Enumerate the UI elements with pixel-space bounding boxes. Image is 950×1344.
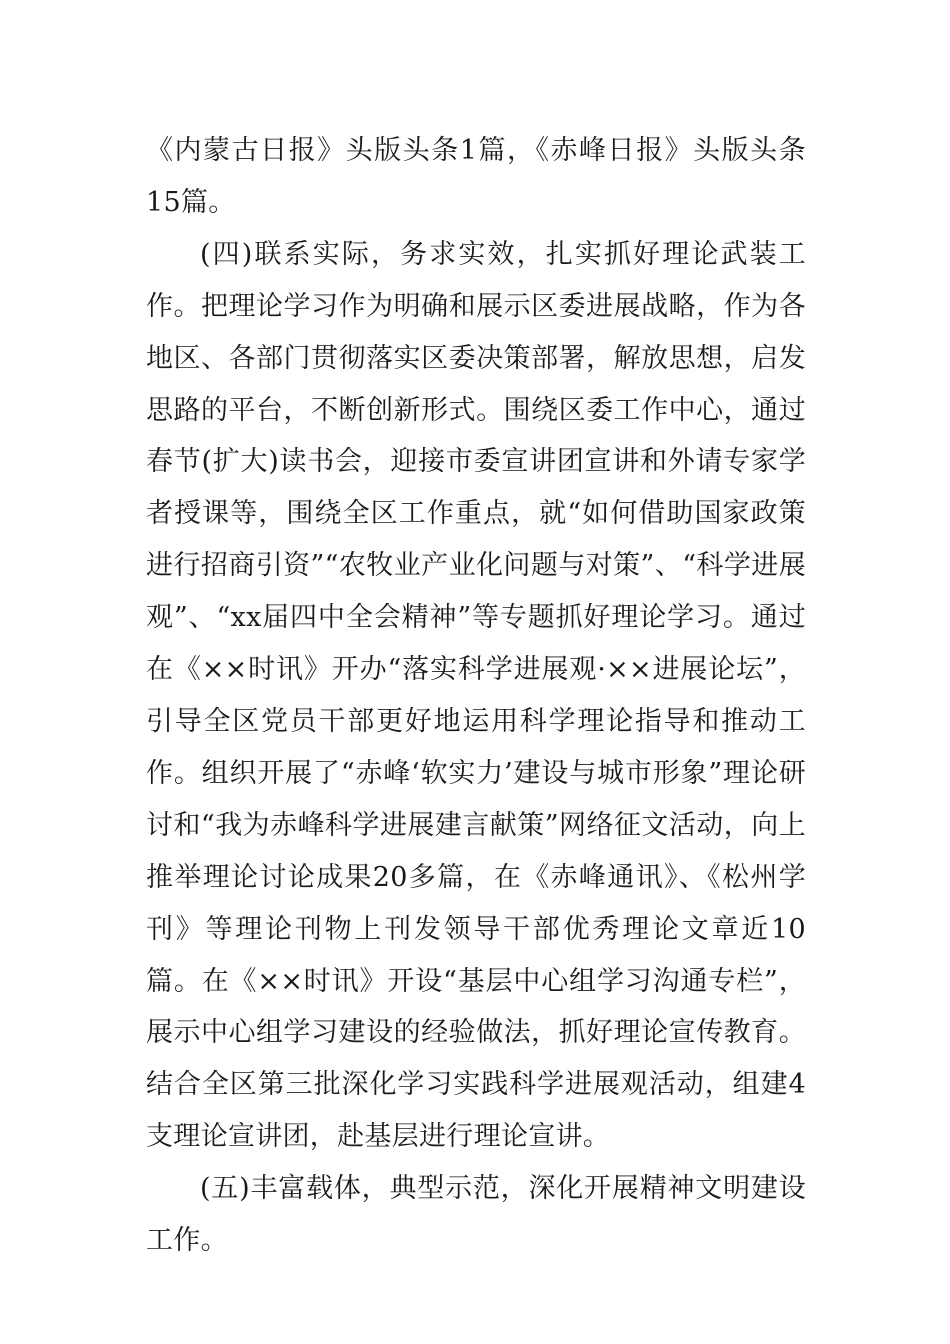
paragraph-continuation: 《内蒙古日报》头版头条1篇，《赤峰日报》头版头条15篇。 <box>146 135 806 218</box>
paragraph-section-four: (四)联系实际，务求实效，扎实抓好理论武装工作。把理论学习作为明确和展示区委进展战略，作为各地区、各部门贯彻落实区委决策部署，解放思想，启发思路的平台，不断创新形式。围绕区委工作中心，通过春节(扩大)读书会，迎接市委宣讲团宣讲和外请专家学者授课等，围绕全区工作重点，就“如何借助国家政策进行招商引资”“农牧业产业化问题与对策”、“科学进展观”、“xx届四中全会精神”等专题抓好理论学习。通过在《××时讯》开办“落实科学进展观·××进展论坛”，引导全区党员干部更好地运用科学理论指导和推动工作。组织开展了“赤峰‘软实力’建设与城市形象”理论研讨和“我为赤峰科学进展建言献策”网络征文活动，向上推举理论讨论成果20多篇，在《赤峰通讯》、《松州学刊》等理论刊物上刊发领导干部优秀理论文章近10篇。在《××时讯》开设“基层中心组学习沟通专栏”，展示中心组学习建设的经验做法，抓好理论宣传教育。结合全区第三批深化学习实践科学进展观活动，组建4支理论宣讲团，赴基层进行理论宣讲。 <box>146 238 806 1153</box>
document-body <box>146 125 806 1267</box>
paragraph-section-five: (五)丰富载体，典型示范，深化开展精神文明建设工作。 <box>146 1173 806 1257</box>
